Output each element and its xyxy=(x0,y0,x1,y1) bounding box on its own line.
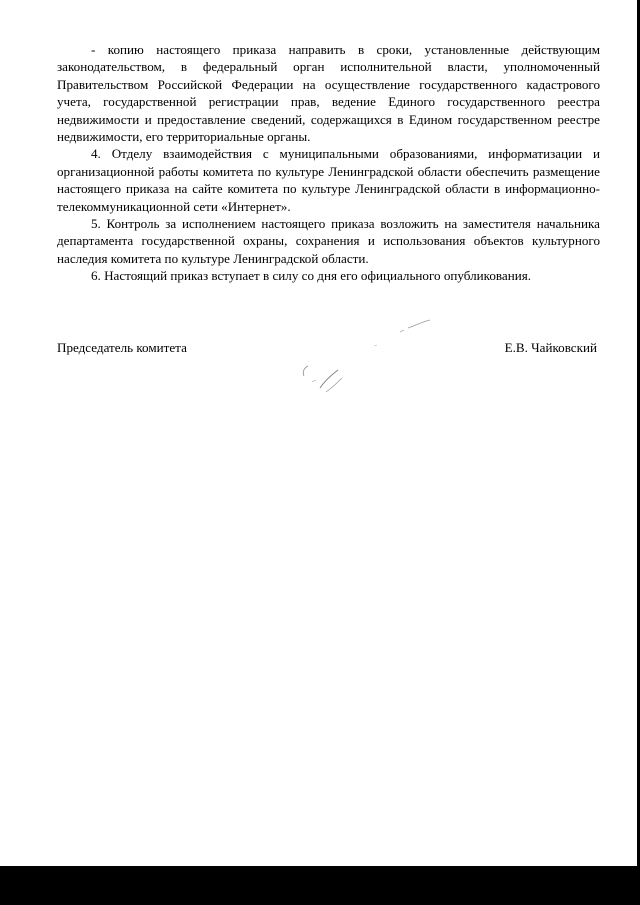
signatory-name: Е.В. Чайковский xyxy=(504,340,597,355)
paragraph-item-6: 6. Настоящий приказ вступает в силу со дня его официального опубликования. xyxy=(91,268,532,284)
paragraph-item-4: 4. Отделу взаимодействия с муниципальными образованиями, информатизации и организационной работы комитета по культуре Ленинградской области обеспечить размещение настоящего приказа на сайте комитета по культуре Ленинградской области в информационно-телекоммуникационной сети «Интернет». xyxy=(57,146,600,214)
signatory-position: Председатель комитета xyxy=(57,340,187,355)
scan-edge-bottom xyxy=(0,866,640,905)
handwritten-signature xyxy=(290,318,450,398)
paragraph-copy-directive: - копию настоящего приказа направить в сроки, установленные действующим законодательством, в федеральный орган исполнительной власти, уполномоченный Правительством Российской Федерации на осуществление государственного кадастрового учета, государственной регистрации прав, ведение Единого государственного реестра недвижимости и предоставление сведений, содержащихся в Едином государственном реестре недвижимости, его территориальные органы. xyxy=(57,42,600,145)
paragraph-item-5: 5. Контроль за исполнением настоящего приказа возложить на заместителя начальника департамента государственной охраны, сохранения и использования объектов культурного наследия комитета по культуре Ленинградской области. xyxy=(57,216,600,266)
signature-row xyxy=(57,339,597,356)
document-body xyxy=(57,41,600,285)
